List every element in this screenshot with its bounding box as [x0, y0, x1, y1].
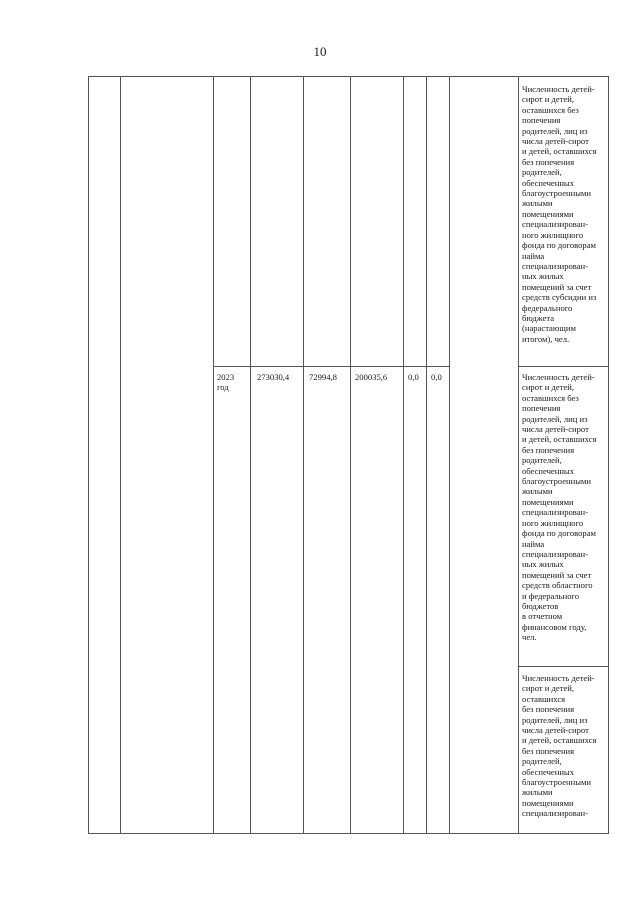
col-border-0: [88, 76, 89, 834]
col-border-1: [120, 76, 121, 834]
indicator-text: Численность детей- сирот и детей, оставшихся без попечения родителей, лиц из числа детей-сирот и детей, оставшихся без попечения родителей, обеспеченных благоустроенными жилыми помещениями специализирован- ного жилищного фонда по договорам найма специализирован- ных жилых помещений за счет средств областного и федерального бюджетов в отчетном финансовом году, чел.: [522, 372, 597, 643]
other-cell: 0,0: [431, 372, 442, 382]
col-border-9: [518, 76, 519, 834]
col-border-2: [213, 76, 214, 834]
col-border-5: [350, 76, 351, 834]
table-top-border: [88, 76, 608, 77]
col-border-6: [403, 76, 404, 834]
col-border-3: [250, 76, 251, 834]
row-divider-2023: [213, 366, 449, 367]
row-divider-indicator-1: [518, 366, 608, 367]
col-border-8: [449, 76, 450, 834]
col-border-7: [426, 76, 427, 834]
table-bottom-border: [88, 833, 608, 834]
row-divider-indicator-2: [518, 666, 608, 667]
col-border-10: [608, 76, 609, 834]
col-border-4: [303, 76, 304, 834]
indicator-text: Численность детей- сирот и детей, оставшихся без попечения родителей, лиц из числа детей-сирот и детей, оставшихся без попечения родителей, обеспеченных благоустроенными жилыми помещениями специализирован- ного жилищного фонда по договорам найма специализирован- ных жилых помещений за счет средств субсидии из федерального бюджета (нарастающим итогом), чел.: [522, 84, 597, 344]
page-number: 10: [313, 44, 327, 59]
indicator-text: Численность детей- сирот и детей, оставшихся без попечения родителей, лиц из числа детей-сирот и детей, оставшихся без попечения родителей, обеспеченных благоустроенными жилыми помещениями специализирован-: [522, 673, 597, 819]
local-cell: 0,0: [408, 372, 419, 382]
year-cell: 2023 год: [217, 372, 235, 393]
federal-cell: 72994,8: [309, 372, 337, 382]
regional-cell: 200035,6: [355, 372, 388, 382]
total-cell: 273030,4: [257, 372, 290, 382]
